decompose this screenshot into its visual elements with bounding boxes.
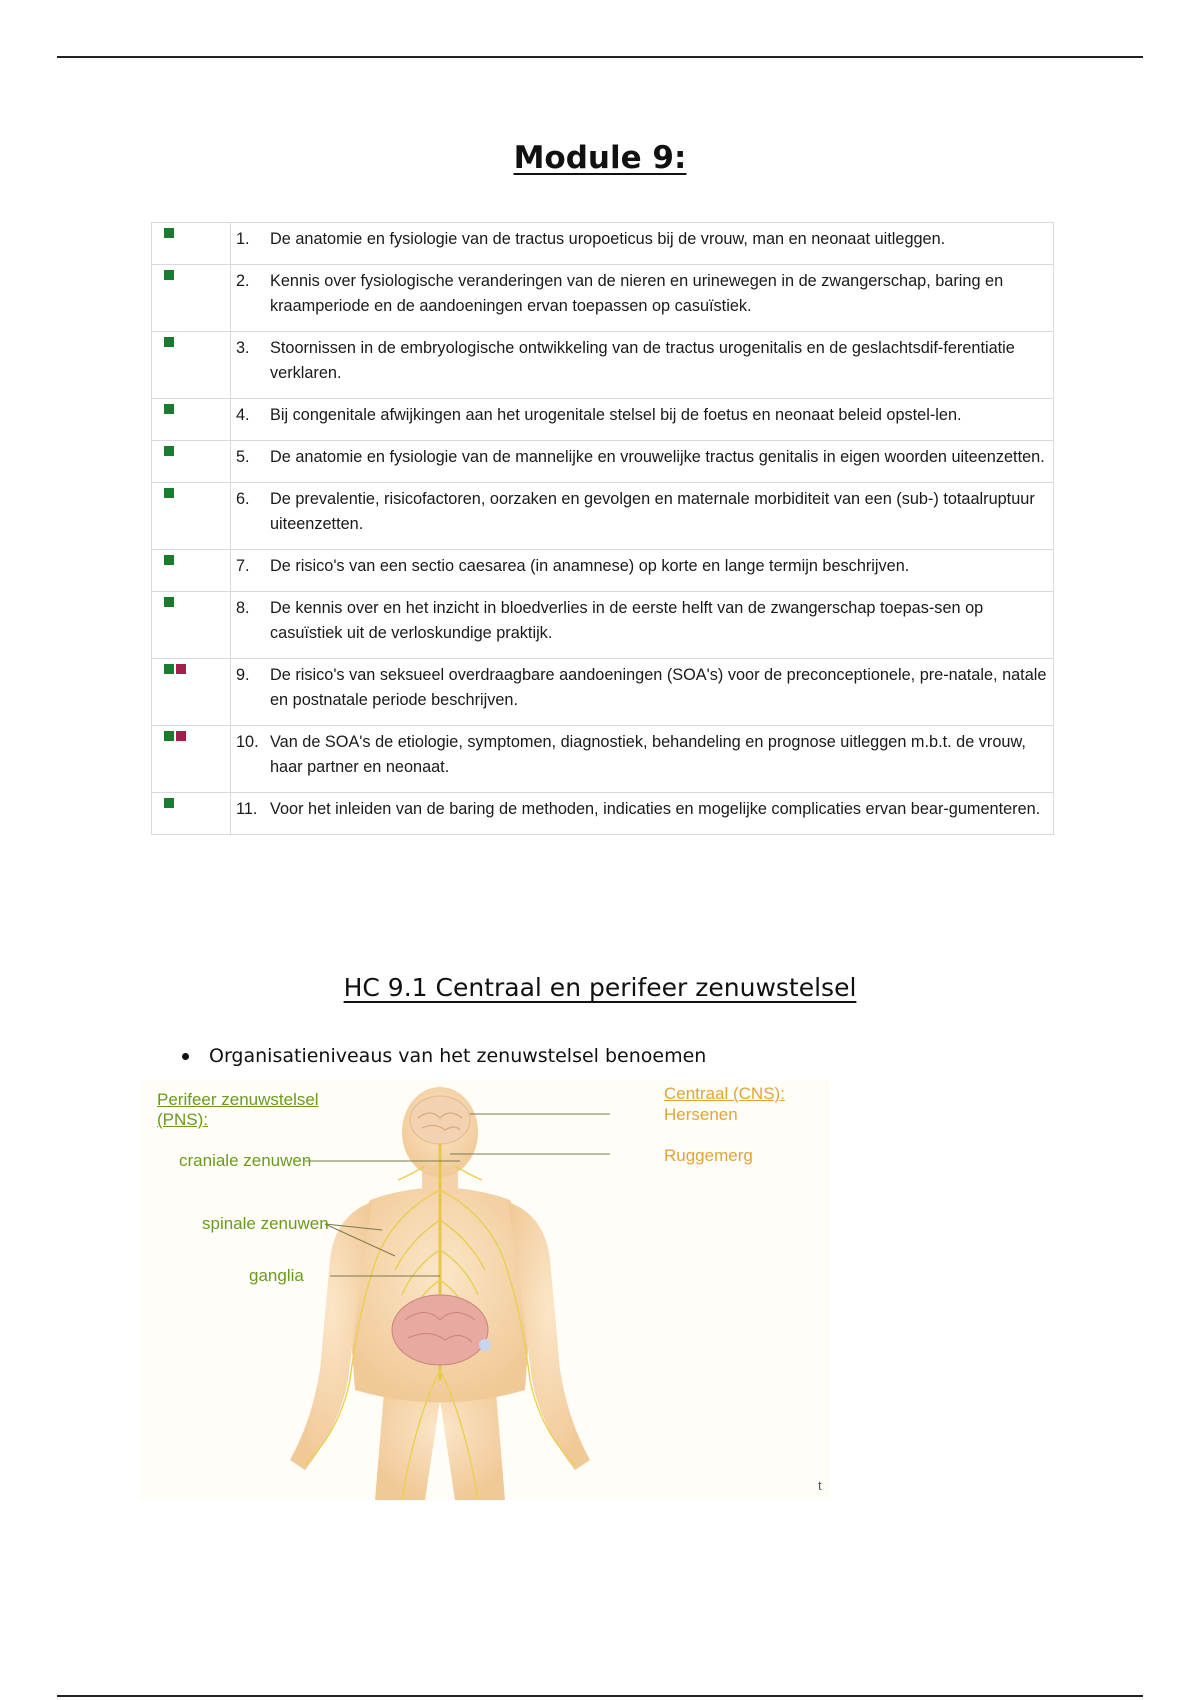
header-rule xyxy=(57,56,1143,58)
goal-item xyxy=(236,269,1049,319)
goal-text: Van de SOA's de etiologie, symptomen, diagnostiek, behandeling en prognose uitleggen m.b.t. de vrouw, haar partner en neonaat. xyxy=(270,733,1026,776)
goal-number: 3. xyxy=(236,339,250,357)
goal-item xyxy=(236,797,1049,822)
goal-text: Voor het inleiden van de baring de methoden, indicaties en mogelijke complicaties ervan bear-gumenteren. xyxy=(270,800,1041,818)
goal-item xyxy=(236,487,1049,537)
goal-item xyxy=(236,554,1049,579)
goal-marks xyxy=(152,265,231,332)
nervous-system-figure xyxy=(140,1080,830,1500)
goal-marks xyxy=(152,592,231,659)
goal-row xyxy=(152,726,1054,793)
bullet-text: Organisatieniveaus van het zenuwstelsel benoemen xyxy=(209,1045,707,1067)
ganglia-label: ganglia xyxy=(249,1266,304,1285)
goal-row xyxy=(152,441,1054,483)
learning-goals-table xyxy=(151,222,1054,835)
goal-number: 5. xyxy=(236,448,250,466)
intestines-shape xyxy=(392,1295,488,1365)
goal-marks xyxy=(152,659,231,726)
goal-text: Bij congenitale afwijkingen aan het urogenitale stelsel bij de foetus en neonaat beleid opstel-len. xyxy=(270,406,962,424)
goal-number: 4. xyxy=(236,406,250,424)
green-square-icon xyxy=(164,228,174,238)
goal-item xyxy=(236,336,1049,386)
goal-text: De prevalentie, risicofactoren, oorzaken en gevolgen en maternale morbiditeit van een (sub-) totaalruptuur uiteenzetten. xyxy=(270,490,1035,533)
goal-row xyxy=(152,332,1054,399)
goal-text: Kennis over fysiologische veranderingen van de nieren en urinewegen in de zwangerschap, baring en kraamperiode en de aandoeningen ervan toepassen op casuïstiek. xyxy=(270,272,1004,315)
goal-item xyxy=(236,227,1049,252)
goal-marks xyxy=(152,550,231,592)
goal-text: De kennis over en het inzicht in bloedverlies in de eerste helft van de zwangerschap toepas-sen op casuïstiek uit de verloskundige praktijk. xyxy=(270,599,984,642)
green-square-icon xyxy=(164,337,174,347)
goal-marks xyxy=(152,332,231,399)
green-square-icon xyxy=(164,555,174,565)
goal-marks xyxy=(152,399,231,441)
goal-marks xyxy=(152,793,231,835)
goal-number: 9. xyxy=(236,666,250,684)
goal-text: De anatomie en fysiologie van de tractus uropoeticus bij de vrouw, man en neonaat uitleggen. xyxy=(270,230,946,248)
brain-label: Hersenen xyxy=(664,1105,738,1124)
goal-row xyxy=(152,399,1054,441)
brain-shape xyxy=(410,1096,470,1144)
bullet-dot-icon xyxy=(182,1053,189,1060)
goal-marks xyxy=(152,483,231,550)
goal-number: 6. xyxy=(236,490,250,508)
green-square-icon xyxy=(164,270,174,280)
goal-marks xyxy=(152,441,231,483)
corner-mark: t xyxy=(818,1478,822,1493)
green-square-icon xyxy=(164,404,174,414)
goal-row xyxy=(152,659,1054,726)
section-heading: HC 9.1 Centraal en perifeer zenuwstelsel xyxy=(343,973,857,1002)
goal-text: De risico's van een sectio caesarea (in anamnese) op korte en lange termijn beschrijven. xyxy=(270,557,910,575)
goal-number: 10. xyxy=(236,733,259,751)
goal-text: Stoornissen in de embryologische ontwikkeling van de tractus urogenitalis en de geslachtsdif-ferentiatie verklaren. xyxy=(270,339,1015,382)
pns-title-label: Perifeer zenuwstelsel (PNS): xyxy=(157,1090,319,1129)
page-title: Module 9: xyxy=(513,140,687,176)
cranial-nerves-label: craniale zenuwen xyxy=(179,1151,312,1170)
goal-item xyxy=(236,596,1049,646)
green-square-icon xyxy=(164,731,174,741)
green-square-icon xyxy=(164,597,174,607)
body-illustration xyxy=(140,1080,830,1500)
goal-item xyxy=(236,445,1049,470)
goal-row xyxy=(152,483,1054,550)
goal-text: De anatomie en fysiologie van de mannelijke en vrouwelijke tractus genitalis in eigen woorden uiteenzetten. xyxy=(270,448,1045,466)
green-square-icon xyxy=(164,798,174,808)
spinal-cord-label: Ruggemerg xyxy=(664,1146,753,1165)
goal-number: 11. xyxy=(236,800,258,818)
goal-item xyxy=(236,730,1049,780)
goal-item xyxy=(236,663,1049,713)
goal-text: De risico's van seksueel overdraagbare aandoeningen (SOA's) voor de preconceptionele, pre-natale, natale en postnatale periode beschrijven. xyxy=(270,666,1047,709)
goal-number: 1. xyxy=(236,230,250,248)
goal-marks xyxy=(152,726,231,793)
goal-row xyxy=(152,793,1054,835)
goal-row xyxy=(152,592,1054,659)
cns-title-label: Centraal (CNS): xyxy=(664,1084,785,1103)
goal-item xyxy=(236,403,1049,428)
red-square-icon xyxy=(176,731,186,741)
goal-row xyxy=(152,223,1054,265)
goal-marks xyxy=(152,223,231,265)
red-square-icon xyxy=(176,664,186,674)
goal-row xyxy=(152,550,1054,592)
green-square-icon xyxy=(164,664,174,674)
goal-row xyxy=(152,265,1054,332)
goal-number: 7. xyxy=(236,557,250,575)
footer-rule xyxy=(57,1695,1143,1697)
spinal-nerves-label: spinale zenuwen xyxy=(202,1214,329,1233)
green-square-icon xyxy=(164,488,174,498)
green-square-icon xyxy=(164,446,174,456)
goal-number: 8. xyxy=(236,599,250,617)
bullet-item xyxy=(182,1045,706,1067)
goal-number: 2. xyxy=(236,272,250,290)
